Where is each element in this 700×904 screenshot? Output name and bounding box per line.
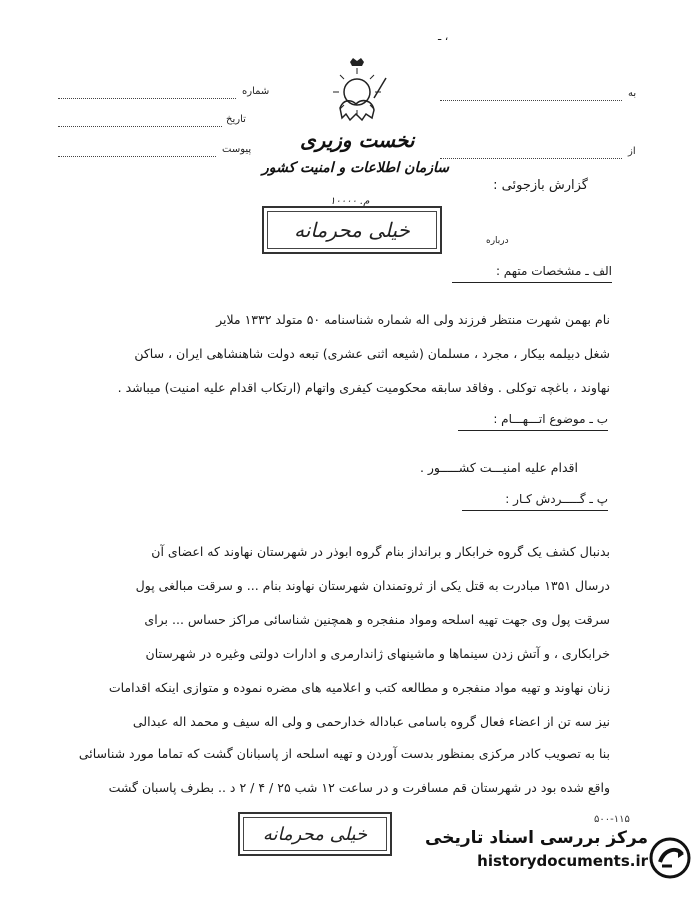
archive-logo-icon: [648, 836, 692, 880]
from-label: از: [628, 146, 636, 157]
handwritten-note: م. ۱۰۰۰۰: [330, 196, 370, 207]
watermark-url: historydocuments.ir: [477, 852, 648, 870]
section-c-line: بنا به تصویب کادر مرکزی بمنظور بدست آوردن و تهیه اسلحه از پاسبانان گشت که تماما مورد شناسائی: [78, 746, 610, 761]
top-mark: ـ ،: [438, 30, 449, 43]
section-b-heading: ب ـ موضوع اتـــهـــام :: [493, 412, 608, 426]
section-c-line: نیز سه تن از اعضاء فعال گروه باسامی عباداله خدارحمی و ولی اله سیف و محمد اله عبدالی: [132, 714, 610, 729]
confidential-stamp-bottom: [238, 812, 392, 856]
report-title: گزارش بازجوئی :: [493, 178, 588, 193]
watermark-title: مرکز بررسی اسناد تاریخی: [425, 828, 648, 848]
date-label: تاریخ: [226, 114, 246, 125]
number-label: شماره: [242, 86, 270, 97]
section-b-line: اقدام علیه امنیـــت کشـــــور .: [419, 460, 578, 475]
confidential-stamp-bottom-text: خیلی محرمانه: [262, 823, 368, 845]
date-line: [58, 126, 222, 127]
footer-code: ۵۰۰-۱۱۵: [594, 814, 630, 825]
from-line: [440, 158, 622, 159]
section-c-underline: [462, 510, 608, 511]
attachment-label: پیوست: [222, 144, 252, 155]
section-c-line: درسال ۱۳۵۱ مبادرت به قتل یکی از ثروتمندان شهرستان نهاوند بنام ... و سرقت مبالغی پول: [135, 578, 610, 593]
to-label: به: [628, 88, 637, 99]
attachment-line: [58, 156, 216, 157]
section-c-line: بدنبال کشف یک گروه خرابکار و برانداز بنام گروه ابوذر در شهرستان نهاوند که اعضای آن: [151, 544, 610, 559]
section-c-line: زنان نهاوند و تهیه مواد منفجره و مطالعه کتب و اعلامیه های مضره نموده و متوازی اینکه اقدامات: [108, 680, 610, 695]
section-c-line: واقع شده بود در شهرستان قم مسافرت و در ساعت ۱۲ شب ۲۵ / ۴ / ۲ د .. بطرف پاسبان گشت: [108, 780, 610, 795]
section-a-line: نهاوند ، باغچه توکلی . وفاقد سابقه محکومیت کیفری واتهام (ارتکاب اقدام علیه امنیت) میباشد .: [117, 380, 610, 395]
confidential-stamp-top: [262, 206, 442, 254]
section-c-line: خرابکاری ، و آتش زدن سینماها و ماشینهای ژاندارمری و ادارات دولتی وغیره در شهرستان: [145, 646, 610, 661]
watermark: [398, 828, 648, 886]
ministry-title: نخست وزیری: [300, 128, 415, 152]
about-label: درباره: [486, 236, 509, 246]
section-a-heading: الف ـ مشخصات متهم :: [495, 264, 612, 278]
lion-and-sun-emblem-icon: [322, 58, 392, 128]
organization-title: سازمان اطلاعات و امنیت کشور: [262, 160, 449, 176]
section-b-underline: [458, 430, 608, 431]
section-a-line: نام بهمن شهرت منتظر فرزند ولی اله شماره شناسنامه ۵۰ متولد ۱۳۳۲ ملایر: [216, 312, 610, 327]
section-c-line: سرقت پول وی جهت تهیه اسلحه ومواد منفجره و همچنین شناسائی مراکز حساس ... برای: [144, 612, 610, 627]
to-line: [440, 100, 622, 101]
section-a-line: شغل دبیلمه بیکار ، مجرد ، مسلمان (شیعه اثنی عشری) تبعه دولت شاهنشاهی ایران ، ساکن: [134, 346, 610, 361]
confidential-stamp-top-text: خیلی محرمانه: [294, 218, 410, 242]
section-c-heading: پ ـ گـــــردش کـار :: [505, 492, 608, 506]
number-line: [58, 98, 236, 99]
section-a-underline: [452, 282, 612, 283]
